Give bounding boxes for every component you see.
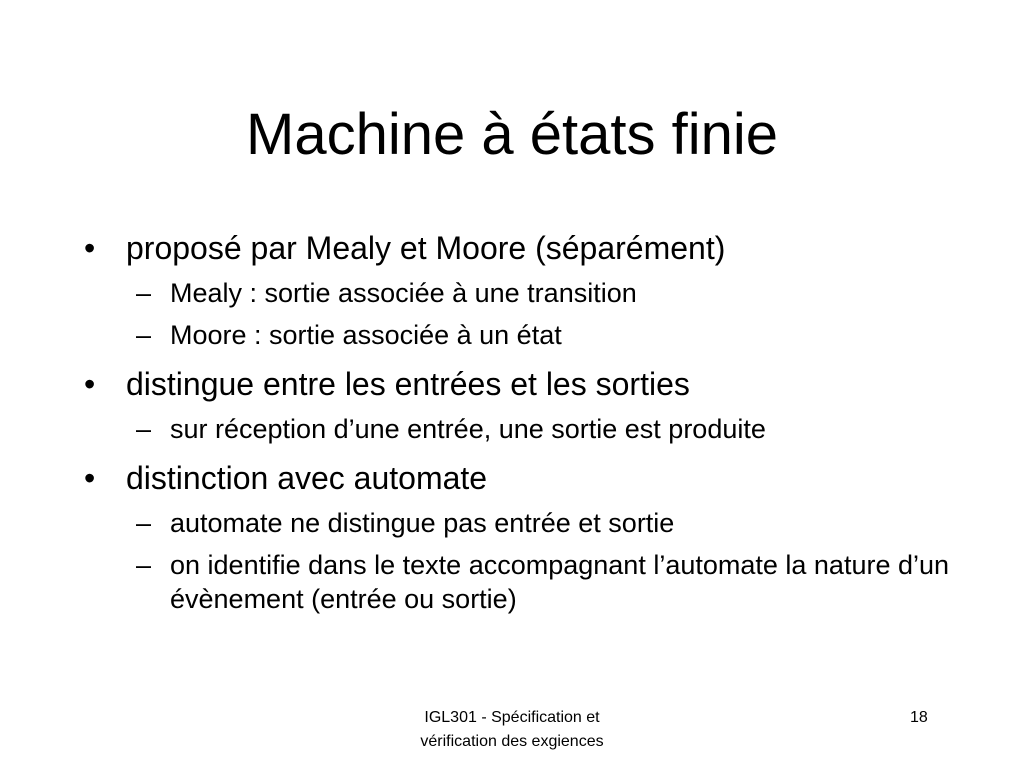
sub-item: [84, 412, 954, 446]
sub-item: [84, 506, 954, 540]
slide-content: [84, 224, 954, 624]
sub-text: on identifie dans le texte accompagnant l’automate la nature d’un évènement (entrée ou sortie): [170, 550, 950, 614]
bullet-marker: •: [84, 230, 96, 266]
sub-text: automate ne distingue pas entrée et sortie: [170, 508, 675, 538]
sub-text: sur réception d’une entrée, une sortie est produite: [170, 414, 766, 444]
sub-marker: –: [136, 508, 152, 538]
sub-text: Mealy : sortie associée à une transition: [170, 278, 637, 308]
sub-list: [84, 412, 954, 446]
sub-marker: –: [136, 550, 152, 580]
sub-item: [84, 318, 954, 352]
bullet-item: [84, 224, 954, 272]
slide-title: Machine à états finie: [246, 102, 778, 167]
sub-text: Moore : sortie associée à un état: [170, 320, 562, 350]
bullet-marker: •: [84, 366, 96, 402]
bullet-marker: •: [84, 460, 96, 496]
footer-line: vérification des exgiences: [420, 733, 604, 750]
footer-text: [0, 706, 1024, 754]
sub-marker: –: [136, 414, 152, 444]
bullet-item: [84, 454, 954, 502]
bullet-text: distinction avec automate: [126, 460, 488, 496]
sub-item: [84, 548, 954, 616]
bullet-text: distingue entre les entrées et les sorties: [126, 366, 690, 402]
sub-marker: –: [136, 278, 152, 308]
footer-line: IGL301 - Spécification et: [424, 709, 600, 726]
bullet-text: proposé par Mealy et Moore (séparément): [126, 230, 726, 266]
sub-marker: –: [136, 320, 152, 350]
sub-list: [84, 276, 954, 352]
sub-item: [84, 276, 954, 310]
page-number: 18: [910, 709, 928, 726]
bullet-item: [84, 360, 954, 408]
sub-list: [84, 506, 954, 616]
